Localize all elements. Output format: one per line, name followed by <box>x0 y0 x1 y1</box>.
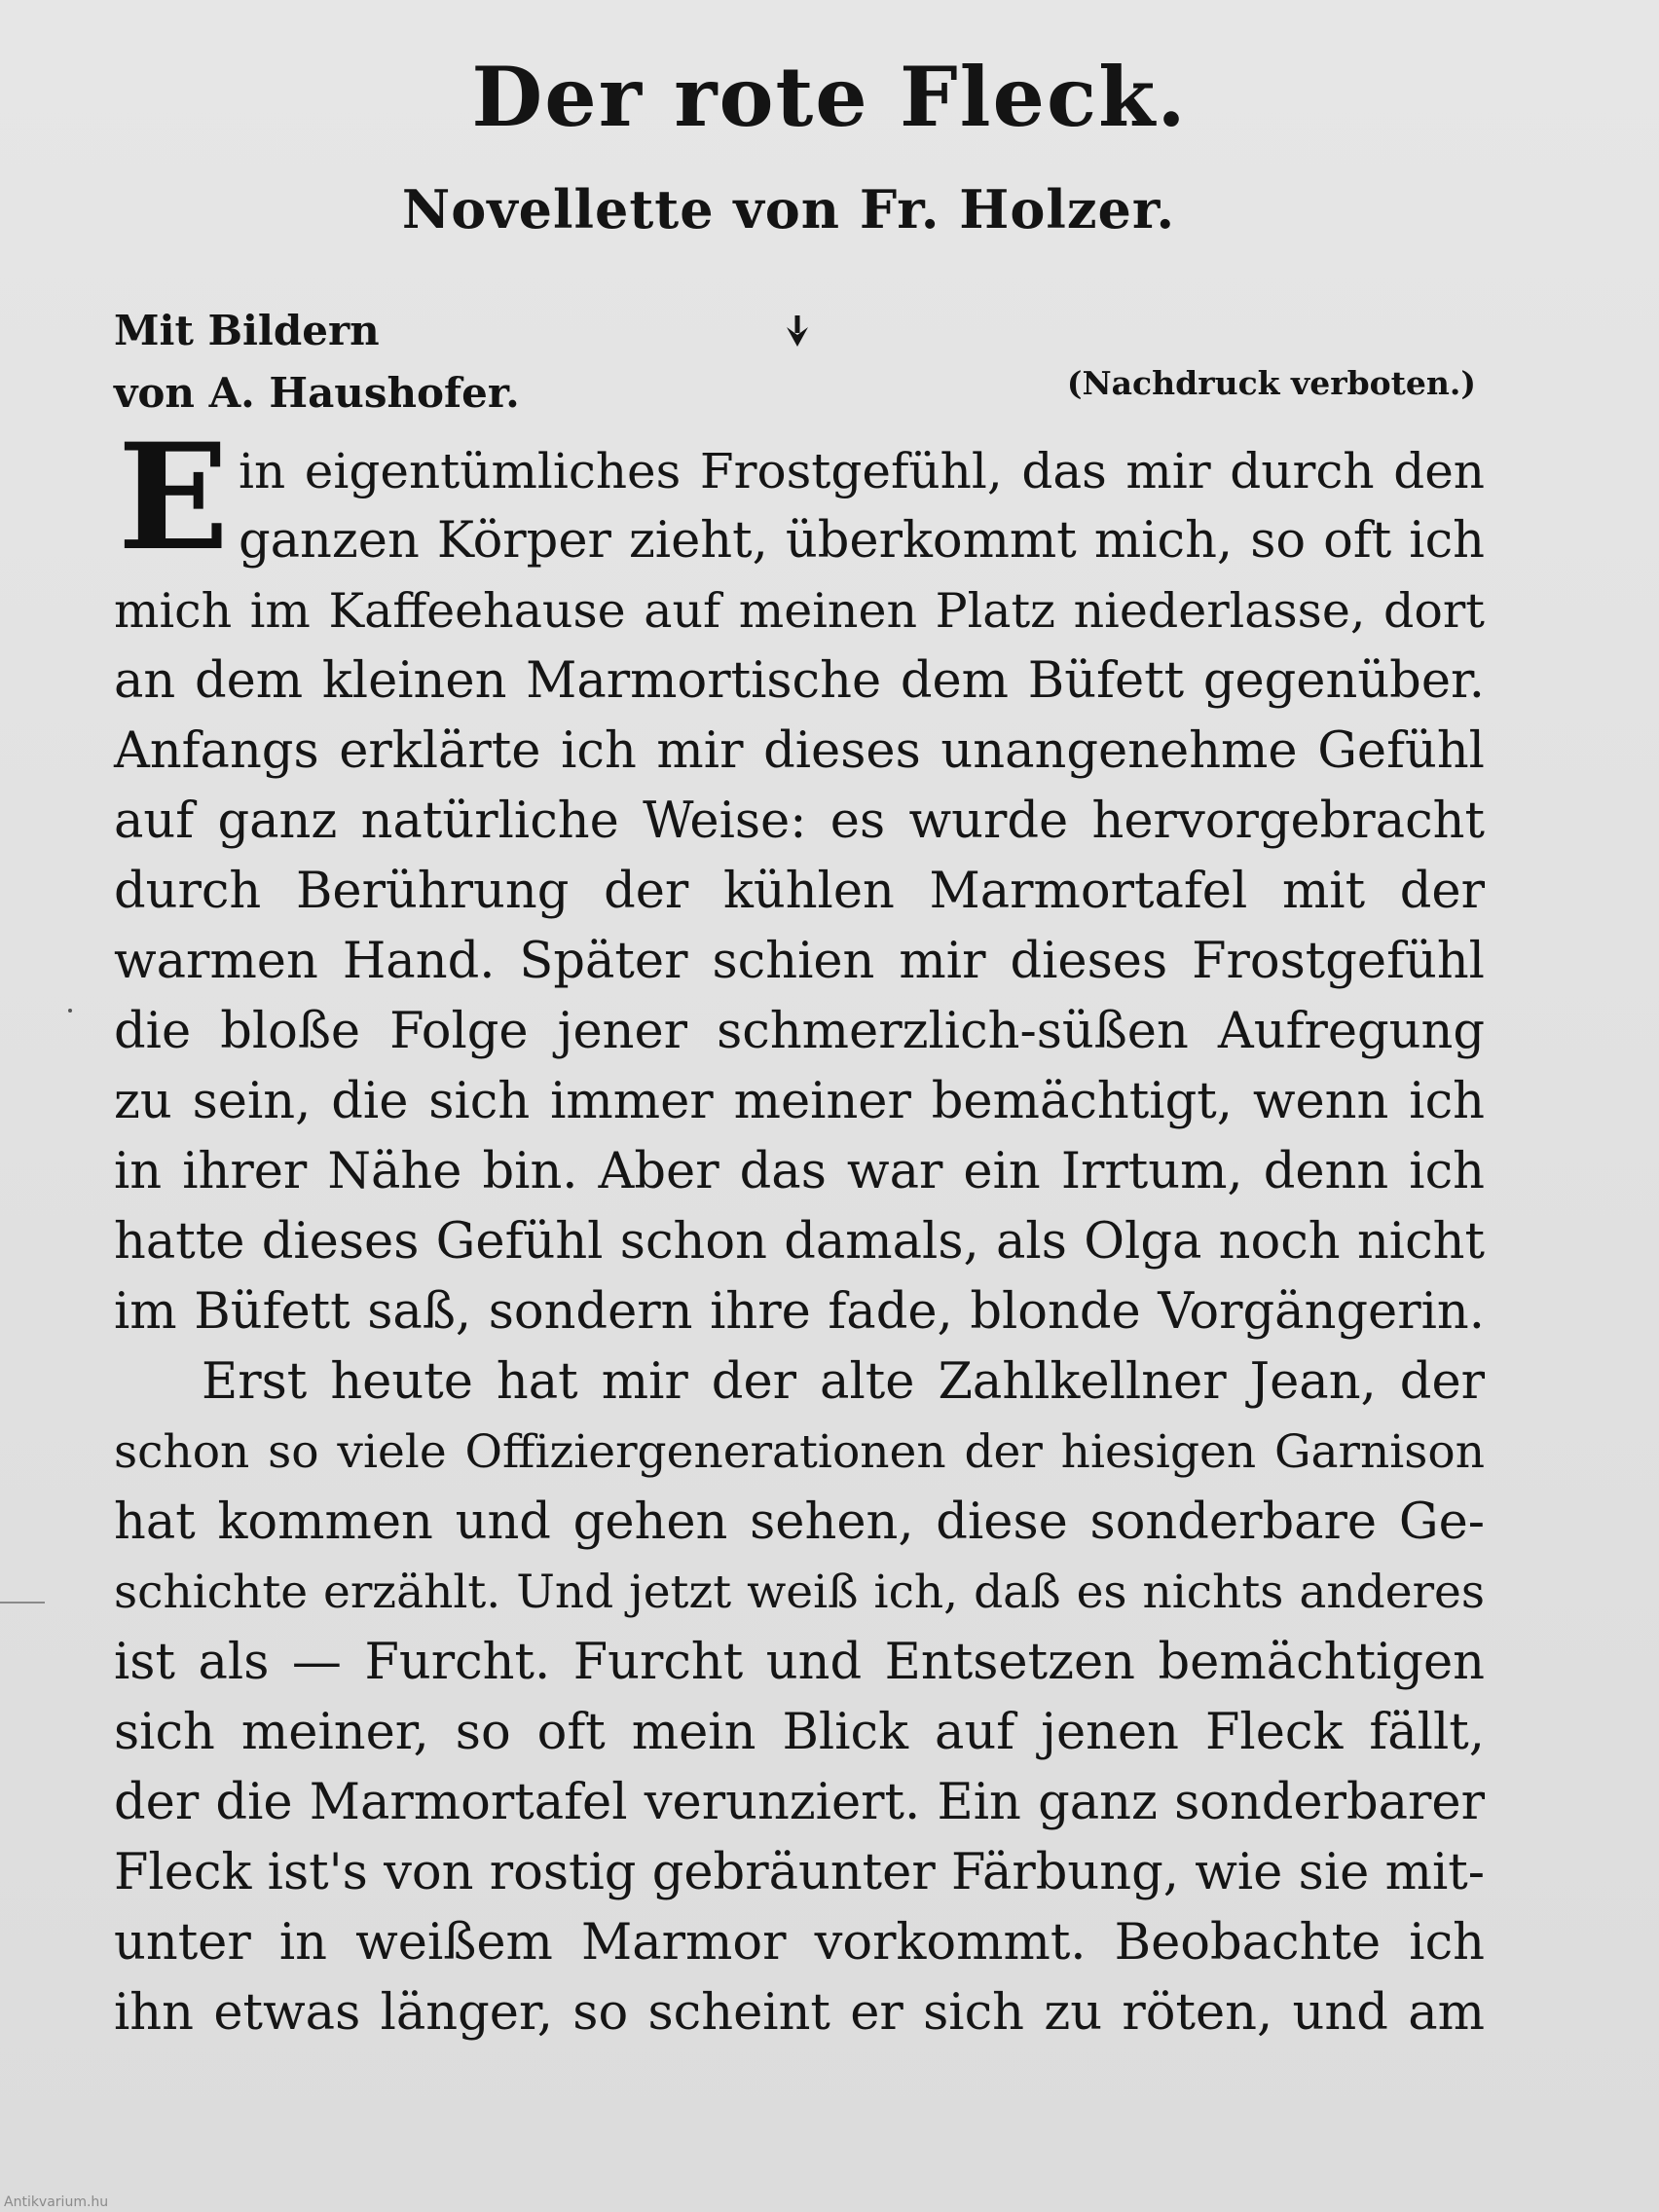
text-line: die bloße Folge jener schmerzlich-süßen Aufregung <box>114 1003 1485 1060</box>
watermark: Antikvarium.hu <box>4 2194 109 2210</box>
text-line: hat kommen und gehen sehen, diese sonderbare Ge- <box>114 1493 1485 1551</box>
drop-cap: E <box>117 412 230 583</box>
text-line: warmen Hand. Später schien mir dieses Frostgefühl <box>114 933 1485 990</box>
text-line: ist als — Furcht. Furcht und Entsetzen bemächtigen <box>114 1634 1485 1691</box>
illustrator-line-2: von A. Haushofer. <box>114 369 520 417</box>
text-line: im Büfett saß, sondern ihre fade, blonde Vorgängerin. <box>114 1283 1485 1341</box>
text-line: Fleck ist's von rostig gebräunter Färbung, wie sie mit- <box>114 1844 1485 1901</box>
text-line: in eigentümliches Frostgefühl, das mir durch den <box>239 443 1485 499</box>
text-line: schon so viele Offiziergenerationen der hiesigen Garnison <box>114 1425 1485 1479</box>
text-line: Anfangs erklärte ich mir dieses unangenehme Gefühl <box>114 722 1485 780</box>
text-line: an dem kleinen Marmortische dem Büfett gegenüber. <box>114 652 1485 710</box>
story-subtitle: Novellette von Fr. Holzer. <box>401 178 1176 240</box>
illustrator-credit <box>114 300 520 424</box>
text-line: der die Marmortafel verunziert. Ein ganz sonderbarer <box>114 1774 1485 1831</box>
text-line: in ihrer Nähe bin. Aber das war ein Irrtum, denn ich <box>114 1143 1485 1200</box>
paper-speck <box>68 1009 72 1013</box>
text-line: unter in weißem Marmor vorkommt. Beobachte ich <box>114 1914 1485 1972</box>
story-body <box>114 412 1485 2048</box>
edge-mark <box>0 1602 45 1604</box>
text-line: hatte dieses Gefühl schon damals, als Olga noch nicht <box>114 1213 1485 1271</box>
text-line: Erst heute hat mir der alte Zahlkellner Jean, der <box>202 1353 1485 1411</box>
text-line: mich im Kaffeehause auf meinen Platz niederlasse, dort <box>114 583 1485 639</box>
text-line: durch Berührung der kühlen Marmortafel mit der <box>114 863 1485 920</box>
text-line: ganzen Körper zieht, überkommt mich, so oft ich <box>239 512 1485 570</box>
ornament-arrow-icon <box>785 313 810 349</box>
text-line: sich meiner, so oft mein Blick auf jenen Fleck fällt, <box>114 1704 1485 1761</box>
reprint-notice: (Nachdruck verboten.) <box>1066 364 1476 402</box>
text-line: schichte erzählt. Und jetzt weiß ich, daß es nichts anderes <box>114 1566 1485 1619</box>
text-line: auf ganz natürliche Weise: es wurde hervorgebracht <box>114 793 1485 850</box>
text-line: zu sein, die sich immer meiner bemächtigt, wenn ich <box>114 1073 1485 1130</box>
text-line: ihn etwas länger, so scheint er sich zu röten, und am <box>114 1984 1485 2042</box>
illustrator-line-1: Mit Bildern <box>114 307 380 354</box>
story-title: Der rote Fleck. <box>471 49 1188 145</box>
